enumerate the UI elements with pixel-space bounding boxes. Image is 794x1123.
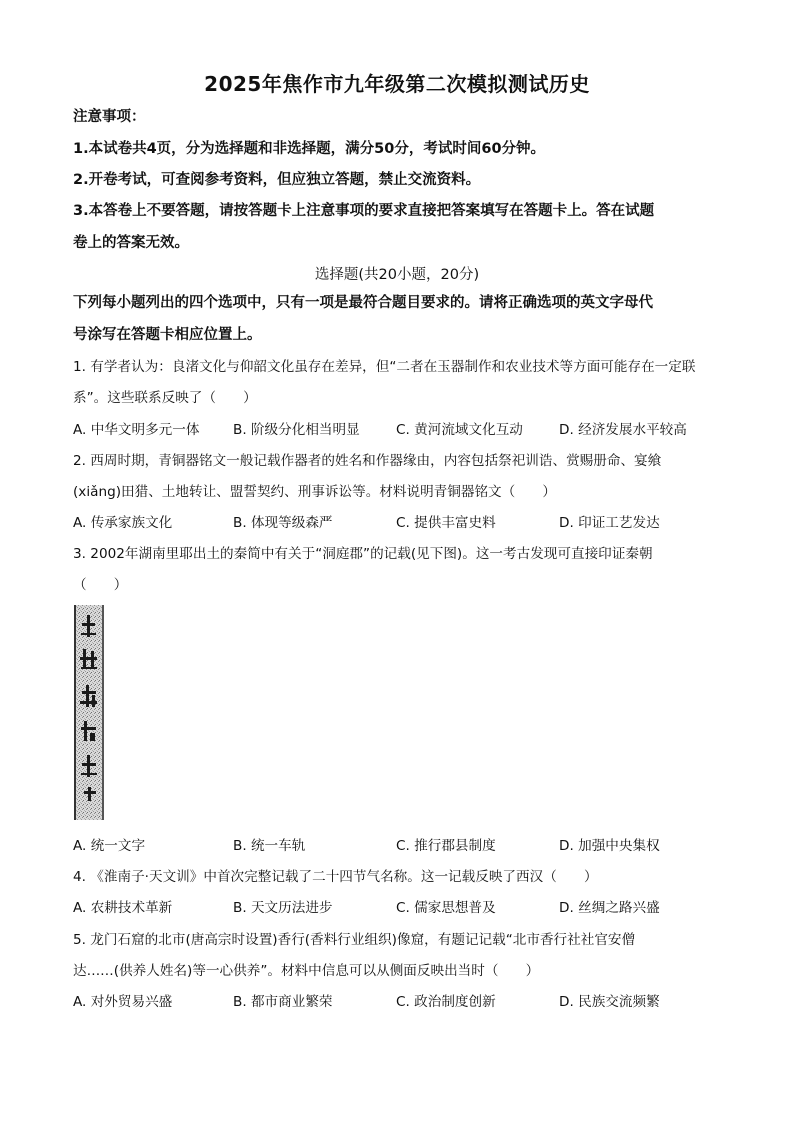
question-3-option-a[interactable]: A. 统一文字 — [73, 838, 146, 854]
question-2-options — [73, 513, 733, 533]
question-4-options — [73, 898, 733, 918]
question-3-line-1: 3. 2002年湖南里耶出土的秦简中有关于“洞庭郡”的记载(见下图)。这一考古发现可直接印证秦朝 — [73, 546, 653, 562]
note-item-2: 2.开卷考试，可查阅参考资料，但应独立答题，禁止交流资料。 — [73, 172, 481, 188]
question-2-option-b[interactable]: B. 体现等级森严 — [233, 515, 333, 531]
question-1-options — [73, 420, 733, 440]
question-5-line-2: 达……(供养人姓名)等一心供养”。材料中信息可以从侧面反映出当时（ ） — [73, 963, 540, 979]
question-1-option-b[interactable]: B. 阶级分化相当明显 — [233, 422, 360, 438]
question-3-option-c[interactable]: C. 推行郡县制度 — [396, 838, 496, 854]
note-item-3-cont: 卷上的答案无效。 — [73, 235, 189, 251]
question-2-line-2: (xiǎng)田猎、土地转让、盟誓契约、刑事诉讼等。材料说明青铜器铭文（ ） — [73, 484, 557, 500]
question-1-line-1: 1. 有学者认为：良渚文化与仰韶文化虽存在差异，但“二者在玉器制作和农业技术等方面可能存在一定联 — [73, 359, 696, 375]
question-4-option-c[interactable]: C. 儒家思想普及 — [396, 900, 496, 916]
question-1-option-d[interactable]: D. 经济发展水平较高 — [559, 422, 687, 438]
question-3-options — [73, 836, 733, 856]
exam-title: 2025年焦作市九年级第二次模拟测试历史 — [204, 72, 590, 96]
question-5-option-a[interactable]: A. 对外贸易兴盛 — [73, 994, 173, 1010]
section-title: 选择题(共20小题，20分) — [314, 267, 480, 283]
qin-bamboo-slip-image — [74, 605, 104, 820]
section-instruction-1: 下列每小题列出的四个选项中，只有一项是最符合题目要求的。请将正确选项的英文字母代 — [73, 295, 653, 311]
notes-heading: 注意事项： — [73, 109, 146, 125]
question-3-option-d[interactable]: D. 加强中央集权 — [559, 838, 660, 854]
question-5-option-d[interactable]: D. 民族交流频繁 — [559, 994, 660, 1010]
question-2-option-a[interactable]: A. 传承家族文化 — [73, 515, 173, 531]
question-1-line-2: 系”。这些联系反映了（ ） — [73, 390, 257, 406]
question-4-option-b[interactable]: B. 天文历法进步 — [233, 900, 333, 916]
section-instruction-2: 号涂写在答题卡相应位置上。 — [73, 327, 262, 343]
question-1-option-a[interactable]: A. 中华文明多元一体 — [73, 422, 200, 438]
note-item-1: 1.本试卷共4页，分为选择题和非选择题，满分50分，考试时间60分钟。 — [73, 141, 546, 157]
question-1-option-c[interactable]: C. 黄河流域文化互动 — [396, 422, 523, 438]
question-2-line-1: 2. 西周时期，青铜器铭文一般记载作器者的姓名和作器缘由，内容包括祭祀训诰、赏赐册命、宴飨 — [73, 453, 662, 469]
question-2-option-c[interactable]: C. 提供丰富史料 — [396, 515, 496, 531]
question-5-line-1: 5. 龙门石窟的北市(唐高宗时设置)香行(香料行业组织)像窟，有题记记载“北市香行社社官安僧 — [73, 932, 636, 948]
question-5-option-c[interactable]: C. 政治制度创新 — [396, 994, 496, 1010]
question-5-option-b[interactable]: B. 都市商业繁荣 — [233, 994, 333, 1010]
question-4-option-a[interactable]: A. 农耕技术革新 — [73, 900, 173, 916]
question-4-option-d[interactable]: D. 丝绸之路兴盛 — [559, 900, 660, 916]
question-3-option-b[interactable]: B. 统一车轨 — [233, 838, 306, 854]
question-4-line-1: 4. 《淮南子·天文训》中首次完整记载了二十四节气名称。这一记载反映了西汉（ ） — [73, 869, 598, 885]
note-item-3: 3.本答卷上不要答题，请按答题卡上注意事项的要求直接把答案填写在答题卡上。答在试题 — [73, 203, 655, 219]
question-2-option-d[interactable]: D. 印证工艺发达 — [559, 515, 660, 531]
question-3-line-2: （ ） — [73, 577, 128, 593]
question-5-options — [73, 992, 733, 1012]
